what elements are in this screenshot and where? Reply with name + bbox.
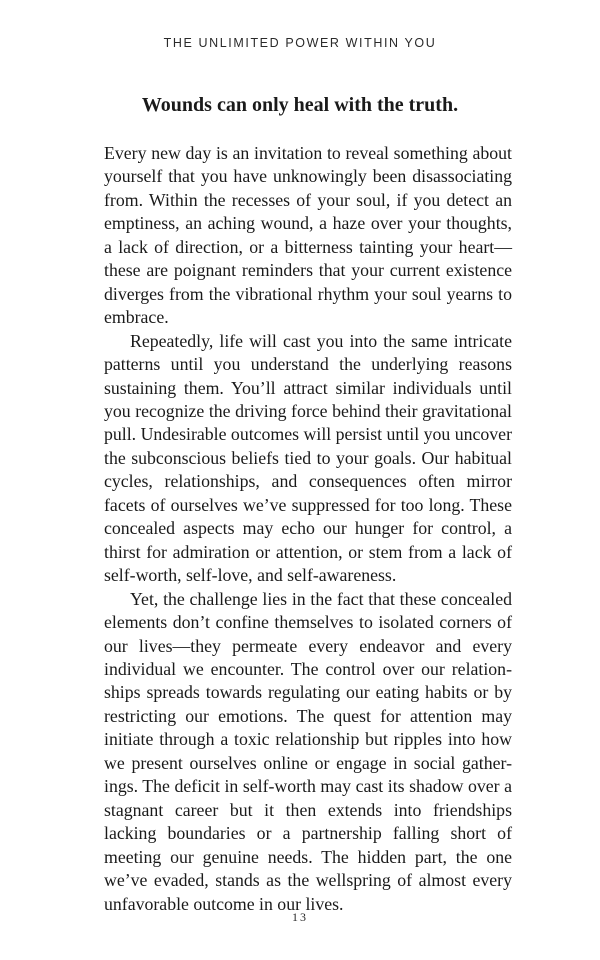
body-text xyxy=(104,142,512,916)
paragraph-1: Every new day is an invitation to reveal something about yourself that you have unknowingly been disassociating from. Within the recesses of your soul, if you detect an emptiness, an aching wound, a haze over your thoughts, a lack of direction, or a bitterness tainting your heart—these are poignant reminders that your current existence diverges from the vibrational rhythm your soul yearns to embrace. xyxy=(104,143,512,328)
paragraph-3: Yet, the challenge lies in the fact that these concealed elements don’t confine themselves to isolated corners of our lives—they permeate every endeavor and every individual we encounter. The control over our relation-ships spreads towards regulating our eating habits or by restricting our emotions. The quest for attention may initiate through a toxic relationship but ripples into how we present ourselves online or engage in social gather-ings. The deficit in self-worth may cast its shadow over a stagnant career but it then extends into friendships lacking boundaries or a partnership falling short of meeting our genuine needs. The hidden part, the one we’ve evaded, stands as the wellspring of almost every unfavorable outcome in our lives. xyxy=(104,588,512,914)
paragraph-2: Repeatedly, life will cast you into the same intricate patterns until you understand the underlying reasons sustaining them. You’ll attract similar individuals until you recognize the driving force behind their gravitational pull. Undesirable outcomes will persist until you uncover the subconscious beliefs tied to your goals. Our habitual cycles, relationships, and consequences often mirror facets of ourselves we’ve suppressed for too long. These concealed aspects may echo our hunger for control, a thirst for admiration or attention, or stem from a lack of self-worth, self-love, and self-awareness. xyxy=(104,330,512,586)
section-heading: Wounds can only heal with the truth. xyxy=(141,94,459,116)
page-number: 13 xyxy=(292,910,308,924)
running-head-title: THE UNLIMITED POWER WITHIN YOU xyxy=(163,36,437,50)
